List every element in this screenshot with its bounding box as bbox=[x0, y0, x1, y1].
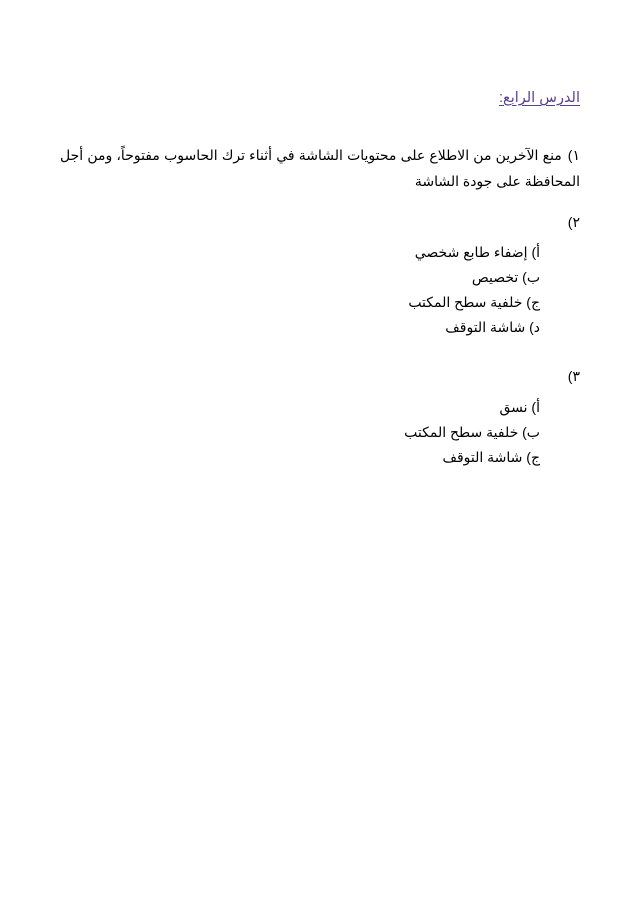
question-2-option: ج) خلفية سطح المكتب bbox=[408, 294, 540, 310]
question-3-option: ج) شاشة التوقف bbox=[442, 449, 540, 465]
question-3-options bbox=[404, 395, 540, 470]
lesson-title: الدرس الرابع: bbox=[498, 90, 580, 106]
question-1 bbox=[60, 142, 580, 194]
question-2-options bbox=[408, 240, 540, 340]
question-2-option: د) شاشة التوقف bbox=[445, 319, 540, 335]
question-3-option: أ) نسق bbox=[499, 399, 540, 415]
question-2-option: أ) إضفاء طابع شخصي bbox=[414, 244, 540, 260]
question-3-number: ٣) bbox=[567, 368, 580, 384]
question-1-number: ١) bbox=[567, 147, 580, 163]
question-3-option: ب) خلفية سطح المكتب bbox=[404, 424, 540, 440]
question-2-option: ب) تخصيص bbox=[471, 269, 540, 285]
question-2-number: ٢) bbox=[567, 214, 580, 230]
question-1-text: منع الآخرين من الاطلاع على محتويات الشاشة في أثناء ترك الحاسوب مفتوحاً، ومن أجل المحافظة على جودة الشاشة bbox=[60, 147, 580, 189]
